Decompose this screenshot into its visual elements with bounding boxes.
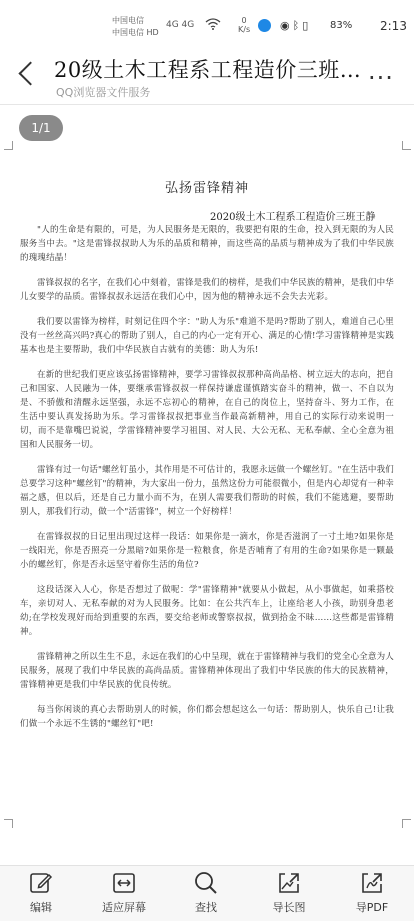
export-pdf-button[interactable] bbox=[336, 870, 408, 915]
export-pdf-icon bbox=[359, 870, 385, 896]
net-speed-unit: K/s bbox=[238, 25, 251, 34]
carrier-2: 中国电信 HD bbox=[112, 28, 159, 37]
edit-button[interactable] bbox=[5, 870, 77, 915]
more-options-icon[interactable]: ··· bbox=[368, 64, 394, 92]
export-pdf-label: 导PDF bbox=[355, 901, 389, 914]
carrier-info bbox=[112, 15, 159, 39]
document-title: 弘扬雷锋精神 bbox=[164, 181, 249, 196]
clock: 2:13 bbox=[380, 19, 407, 33]
file-title: 20级土木工程系工程造价三班… bbox=[54, 58, 362, 82]
edit-icon bbox=[28, 870, 54, 896]
paragraph: "人的生命是有限的，可是，为人民服务是无限的，我要把有限的生命，投入到无限的为人民服务当中去。"这是雷锋叔叔助人为乐的品质和精神，而这些高的品质与精神成为了我们中华民族的瑰瑰结晶！ bbox=[20, 225, 394, 263]
qq-browser-icon bbox=[258, 19, 271, 32]
signal-indicator: 4G 4G bbox=[166, 20, 195, 30]
paragraph: 雷锋叔叔的名字，在我们心中刻着，雷锋是我们的榜样，是我们中华民族的精神，是我们中华儿女要学的品质。雷锋叔叔永远活在我们心中，因为他的精神永远不会失去光彩。 bbox=[20, 278, 394, 302]
page-corner-mark bbox=[4, 141, 13, 150]
fit-screen-icon bbox=[111, 870, 137, 896]
file-source: QQ浏览器文件服务 bbox=[56, 86, 151, 99]
export-image-icon bbox=[276, 870, 302, 896]
edit-label: 编辑 bbox=[30, 901, 52, 914]
fit-screen-button[interactable] bbox=[88, 870, 160, 915]
status-icons bbox=[280, 19, 311, 32]
page-corner-mark bbox=[402, 141, 411, 150]
net-speed-value: 0 bbox=[241, 16, 247, 25]
carrier-1: 中国电信 bbox=[112, 16, 144, 25]
eye-icon: ◉ bbox=[280, 19, 293, 32]
paragraph: 每当你闲谈的真心去帮助别人的时候，你们都会想起这么一句话：帮助别人，快乐自己!让我们做一个永远不生锈的"螺丝钉"吧! bbox=[20, 705, 394, 729]
paragraph: 在雷锋叔叔的日记里出现过这样一段话：如果你是一滴水，你是否滋润了一寸土地?如果你是一线阳光，你是否照亮一分黑暗?如果你是一粒粮食，你是否哺育了有用的生命?如果你是一颗最小的螺丝钉，你是否永远坚守着你生活的角位? bbox=[20, 532, 394, 570]
document-viewer[interactable] bbox=[0, 105, 414, 865]
page-indicator: 1/1 bbox=[19, 115, 63, 141]
paragraph: 雷锋精神之所以生生不息，永远在我们的心中呈现，就在于雷锋精神与我们的党全心全意为人民服务，展现了我们中华民族的高尚品质。雷锋精神体现出了我们中华民族的伟大的民族精神，雷锋精神更是我们中华民族的优良传统。 bbox=[20, 652, 394, 690]
page-corner-mark bbox=[4, 819, 13, 828]
app-header bbox=[0, 40, 414, 104]
fit-screen-label: 适应屏幕 bbox=[102, 901, 146, 914]
paragraph: 在新的世纪我们更应该弘扬雷锋精神，要学习雷锋叔叔那种高尚品格、树立远大的志向，把自己和国家、人民融为一体，要继承雷锋叔叔一样保持谦虚谨慎踏实奋斗的精神，做一、不自以为是、不骄傲和清醒永远坚强，永远不忘初心的精神，在自己的岗位上，坚持奋斗、努力工作，在生活中要认真发扬助为乐。学习雷锋叔叔把事业当作最高新精神，用自己的实际行动来说明一切，而不是靠嘴巴说说，学雷锋精神要学习祖国、对人民、大公无私、无私奉献、全心全意为祖国和人民服务一切。 bbox=[20, 370, 394, 450]
vibrate-icon: ▯ bbox=[302, 19, 312, 32]
paragraph: 雷锋有过一句话"螺丝钉虽小，其作用是不可估计的，我愿永远做一个螺丝钉。"在生活中我们总要学习这种"螺丝钉"的精神，为大家出一份力，虽然这份力可能很微小，但是内心却觉有一种幸福之感，但以后，还是自己力量小而不为，在别人需要我们帮助的时候，我们不能逃避，要帮助别人，那我们行动，做一个"活雷锋"，树立一个好榜样！ bbox=[20, 465, 394, 517]
search-icon bbox=[193, 870, 219, 896]
back-arrow-icon[interactable] bbox=[18, 61, 42, 85]
net-speed bbox=[238, 16, 250, 34]
paragraph: 这段话深入人心，你是否想过了做呢：学"雷锋精神"就要从小做起，从小事做起，如乘搭校车，亲切对人、无私奉献的对为人民服务。比如：在公共汽车上，让座给老人小孩，助别身患老幼;在学校发现好而给到重要的东西，要交给老师或警察叔叔，做到拾金不昧……这些都是雷锋精神。 bbox=[20, 585, 394, 637]
document-author: 2020级土木工程系工程造价三班王静 bbox=[210, 212, 376, 223]
paragraph: 我们要以雷锋为榜样，时刻记住四个字："助人为乐"难道不是吗?帮助了别人，难道自己心里没有一丝丝高兴吗?真心的帮助了别人，自己的内心一定有开心、满足的心情!学习雷锋精神是实践基本也是主要帮助，我们中华民族自古就有的美德：助人为乐! bbox=[20, 317, 394, 355]
page-corner-mark bbox=[402, 819, 411, 828]
status-bar bbox=[0, 0, 414, 40]
bluetooth-icon: ᛒ bbox=[292, 19, 303, 32]
battery-level: 83% bbox=[330, 20, 353, 31]
find-label: 查找 bbox=[195, 901, 217, 914]
export-image-label: 导长图 bbox=[272, 901, 306, 914]
find-button[interactable] bbox=[170, 870, 242, 915]
bottom-toolbar bbox=[0, 865, 414, 921]
document-body bbox=[20, 223, 394, 742]
export-long-image-button[interactable] bbox=[253, 870, 325, 915]
wifi-icon bbox=[205, 18, 221, 33]
